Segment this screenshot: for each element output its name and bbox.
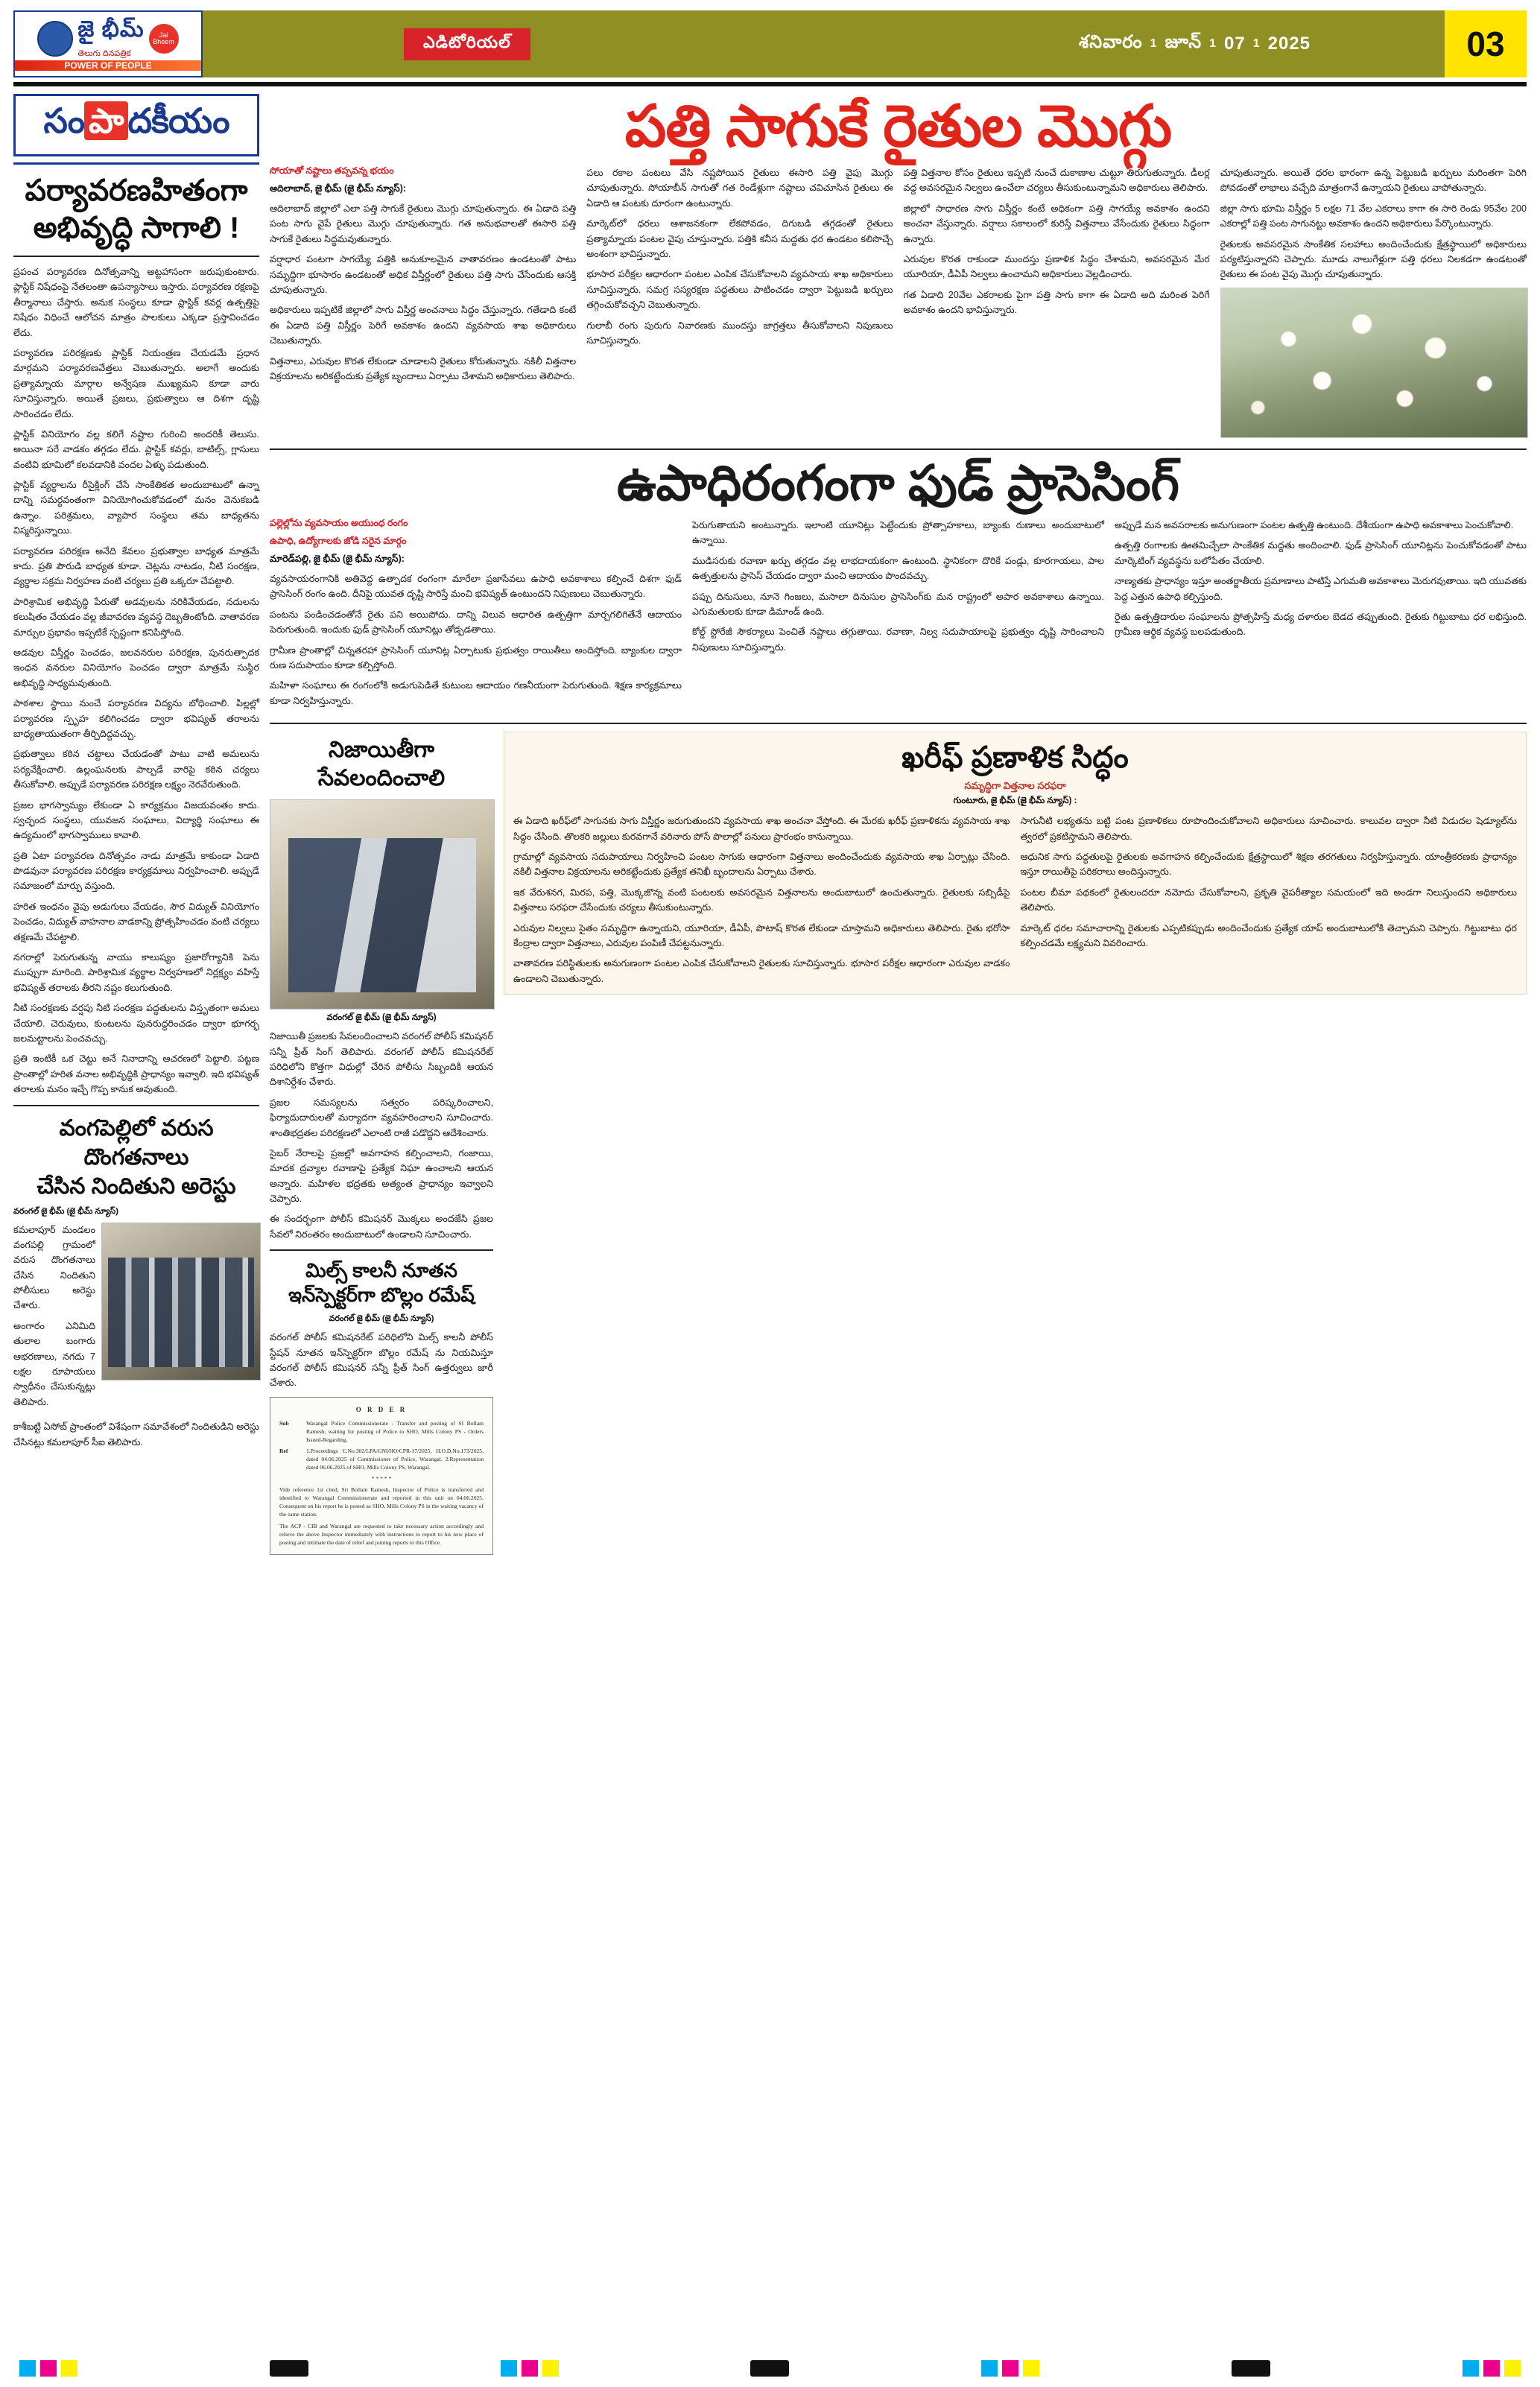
cyan-swatch [501, 2360, 517, 2377]
editorial-paragraph: అడవుల విస్తీర్ణం పెంచడం, జలవనరుల పరిరక్షణ, పునరుత్పాదక ఇంధన వనరుల వినియోగం పెంచడం ద్వారా మాత్రమే సుస్థిర అభివృద్ధి సాధ్యమవుతుంది. [13, 647, 259, 688]
arrest-headline-line2: చేసిన నిందితుని అరెస్టు [37, 1173, 236, 1199]
cmyk-swatches-left [19, 2360, 77, 2377]
lead-byline: ఆదిలాబాద్, జై భీమ్ (జై భీమ్ న్యూస్): [270, 183, 407, 194]
cmyk-swatches-mid [501, 2360, 559, 2377]
food-paragraph: వ్యవసాయరంగానికి అతివెద్ద ఉత్పాదక రంగంగా మారేలా ప్రజాసేవలు ఉపాధి అవకాశాలు కల్పించే దిశగా ఫుడ్ ప్రాసెసింగ్ రంగం ఉంది. దీనిపై యువత దృష్టి సారిస్తే మంచి భవిష్యత్ ఉంటుందని నిపుణులు చెబుతున్నారు. [270, 574, 682, 600]
editorial-brand-highlight: పా [84, 101, 127, 140]
lead-paragraph: పలు రకాల పంటలు వేసి నష్టపోయిన రైతులు ఈసారి పత్తి వైపు మొగ్గు చూపుతున్నారు. సోయాబీన్ సాగుతో గత రెండేళ్లుగా నష్టాలు చవిచూసిన రైతులు ఈ ఏడాది ఆ పంటకు దూరంగా ఉంటున్నారు. [586, 168, 893, 209]
food-paragraph: ముడిసరుకు రవాణా ఖర్చు తగ్గడం వల్ల లాభదాయకంగా ఉంటుంది. స్థానికంగా దొరికే పండ్లు, కూరగాయలు, పాల ఉత్పత్తులను ప్రాసెస్ చేయడం ద్వారా మంచి ఆదాయం పొందవచ్చు. [692, 555, 1104, 582]
yellow-swatch [61, 2360, 77, 2377]
editorial-paragraph: ప్రతి ఇంటికీ ఒక చెట్టు అనే నినాదాన్ని ఆచరణలో పెట్టాలి. పట్టణ ప్రాంతాల్లో హరిత వనాల అభివృద్ధికి ప్రాధాన్యం ఇవ్వాలి. ఇది భవిష్యత్ తరాలకు మనం ఇచ్చే గొప్ప కానుక అవుతుంది. [13, 1053, 259, 1095]
food-byline: మారెడ్‌పల్లి, జై భీమ్ (జై భీమ్ న్యూస్): [270, 554, 405, 565]
food-paragraph: కోల్డ్ స్టోరేజీ సౌకర్యాలు పెంచితే నష్టాలు తగ్గుతాయి. రవాణా, నిల్వ సదుపాయాలపై ప్రభుత్వం దృష్టి సారించాలని నిపుణులు సూచిస్తున్నారు. [692, 627, 1104, 653]
honest-paragraph: ఈ సందర్భంగా పోలీస్ కమిషనర్ మొక్కలు అందజేసి ప్రజల సేవలో నిరంతరం అందుబాటులో ఉండాలని సూచించారు. [270, 1214, 493, 1240]
editorial-paragraph: ప్లాస్టిక్ వినియోగం వల్ల కలిగే నష్టాల గురించి అందరికీ తెలుసు. అయినా సరే వాడకం తగ్గడం లేదు. ప్లాస్టిక్ కవర్లు, బాటిల్స్, గ్లాసులు వంటివి భూమిలో కలవడానికి వందల ఏళ్ళు పడుతుంది. [13, 428, 259, 470]
masthead-rule [13, 82, 1527, 86]
cyan-swatch [981, 2360, 998, 2377]
editorial-body [13, 264, 259, 1097]
logo-title: జై భీమ్ [77, 17, 145, 42]
page-number: 03 [1445, 10, 1527, 77]
yellow-swatch [542, 2360, 559, 2377]
kharif-byline: గుంటూరు, జై భీమ్ (జై భీమ్ న్యూస్) : [953, 796, 1077, 806]
order-title: O R D E R [355, 1405, 408, 1413]
arrest-headline [13, 1114, 259, 1201]
lead-headline: పత్తి సాగుకే రైతుల మొగ్గు [624, 93, 1172, 159]
newspaper-page [0, 10, 1540, 2387]
food-paragraph: పంటను పండించడంతోనే రైతు పని అయిపోదు. దాన్ని విలువ ఆధారిత ఉత్పత్తిగా మార్చగలిగితేనే ఆదాయం పెరుగుతుంది. ఇందుకు ఫుడ్ ప్రాసెసింగ్ యూనిట్లు తోడ్పడతాయి. [270, 609, 682, 635]
editorial-paragraph: నగరాల్లో పెరుగుతున్న వాయు కాలుష్యం ప్రజారోగ్యానికి పెను ముప్పుగా మారింది. పారిశ్రామిక వ్యర్థాల నిర్వహణలో నిర్లక్ష్యం వహిస్తే భవిష్యత్ తరాలకు తీరని నష్టం కలుగుతుంది. [13, 952, 259, 993]
lead-paragraph: అధికారులు ఇప్పటికే జిల్లాలో సాగు విస్తీర్ణ అంచనాలు సిద్ధం చేస్తున్నారు. గతేడాది కంటే ఈ ఏడాది పత్తి విస్తీర్ణం పెరిగే అవకాశం ఉందని వ్యవసాయ శాఖ అధికారులు చెబుతున్నారు. [270, 305, 577, 346]
kharif-paragraph: ఈ ఏడాది ఖరీఫ్‌లో సాగునకు సాగు విస్తీర్ణం జరుగుతుందని వ్యవసాయ శాఖ అంచనా వేస్తోంది. ఈ మేరకు ఖరీఫ్ ప్రణాళికను వ్యవసాయ శాఖ సిద్ధం చేసింది. తొలకరి జల్లులు కురవగానే వరినారు పోసే పొలాల్లో పనులు ప్రారంభం కానున్నాయి. [513, 816, 1010, 842]
logo-strapline: POWER OF PEOPLE [15, 60, 201, 71]
editorial-paragraph: నీటి సంరక్షణకు వర్షపు నీటి సంరక్షణ పద్ధతులను విస్తృతంగా అమలు చేయాలి. చెరువులు, కుంటలను పునరుద్ధరించడం ద్వారా భూగర్భ జలమట్టాలను పెంచవచ్చు. [13, 1003, 259, 1044]
order-document [270, 1397, 493, 1555]
cyan-swatch [19, 2360, 36, 2377]
main-column [270, 94, 1527, 1555]
yellow-swatch [1023, 2360, 1039, 2377]
lead-paragraph: విత్తనాలు, ఎరువుల కొరత లేకుండా చూడాలని రైతులు కోరుతున్నారు. నకిలీ విత్తనాల విక్రయాలను అరికట్టేందుకు ప్రత్యేక బృందాలు ఏర్పాటు చేశామని అధికారులు తెలిపారు. [270, 355, 577, 381]
print-registration-bar [0, 2356, 1540, 2381]
order-sub-text: Warangal Police Commissionerate - Transfer and posting of SI Bollam Ramesh, waiting for posting of Police to SHO, Mills Colony PS - Orders Issued-Regarding. [306, 1419, 484, 1443]
honest-headline: నిజాయితీగా సేవలందించాలి [317, 738, 446, 790]
editorial-brand-part1: సం [43, 101, 85, 140]
kharif-paragraph: ఎరువుల నిల్వలు సైతం సమృద్ధిగా ఉన్నాయని, యూరియా, డీఏపీ, పొటాష్ కొరత లేకుండా చూస్తామని అధికారులు తెలిపారు. రైతు భరోసా కేంద్రాల ద్వారా విత్తనాలు, ఎరువుల పంపిణీ చేపట్టనున్నారు. [513, 922, 1010, 948]
cmyk-swatches-end [1463, 2360, 1521, 2377]
editorial-paragraph: ప్రజల భాగస్వామ్యం లేకుండా ఏ కార్యక్రమం విజయవంతం కాదు. స్వచ్ఛంద సంస్థలు, యువజన సంఘాలు, విద్యార్థి సంఘాలు ఈ ఉద్యమంలో భాగస్వాములు కావాలి. [13, 799, 259, 841]
food-paragraph: పప్పు దినుసులు, నూనె గింజలు, మసాలా దినుసుల ప్రాసెసింగ్‌కు మన రాష్ట్రంలో అపార అవకాశాలు ఉన్నాయి. ఎగుమతులకు కూడా డిమాండ్ ఉంది. [692, 591, 1104, 617]
order-sub-label: Sub [279, 1419, 289, 1427]
lead-paragraph: జిల్లా సాగు భూమి విస్తీర్ణం 5 లక్షల 71 వేల ఎకరాలు కాగా ఈ సారి రెండు 95వేల 200 ఎకరాల్లో పత్తి పంట సాగునట్టు అవకాశం ఉందని అధికారులు పేర్కొంటున్నారు. [1220, 203, 1527, 229]
arrest-paragraph: కాశీబట్టి ఏసోబ్ ప్రాంతంలో విశేషంగా సమావేశంలో నిందితుడిని అరెస్టు చేసినట్లు కమలాపూర్ సీఐ తెలిపారు. [13, 1421, 259, 1448]
food-paragraph: అప్పుడే మన అవసరాలకు అనుగుణంగా పంటల ఉత్పత్తి ఉంటుంది. దేశీయంగా ఉపాధి అవకాశాలు పెంచుకోవాలి. [1115, 520, 1514, 531]
food-paragraph: మహిళా సంఘాలు ఈ రంగంలోకి అడుగుపెడితే కుటుంబ ఆదాయం గణనీయంగా పెరుగుతుంది. శిక్షణ కార్యక్రమాలు కూడా నిర్వహిస్తున్నారు. [270, 680, 682, 706]
lead-kicker: సోయాతో నష్టాలు తప్పవన్న భయం [270, 165, 394, 176]
lead-col-3 [904, 165, 1210, 438]
lead-story [270, 165, 1527, 438]
lead-paragraph: రైతులకు అవసరమైన సాంకేతిక సలహాలు అందించేందుకు క్షేత్రస్థాయిలో అధికారులు పర్యటిస్తున్నారని చెప్పారు. మూడు నాలుగేళ్లుగా పత్తి ధరలు నిలకడగా ఉండటంతో రైతులు ఈ పంట వైపు మొగ్గు చూపుతున్నారు. [1220, 238, 1527, 280]
food-paragraph: గ్రామీణ ప్రాంతాల్లో చిన్నతరహా ప్రాసెసింగ్ యూనిట్ల ఏర్పాటుకు ప్రభుత్వం రాయితీలు అందిస్తోంది. బ్యాంకుల ద్వారా రుణ సదుపాయం కూడా కల్పిస్తోంది. [270, 644, 682, 671]
date-separator-2: 1 [1209, 37, 1217, 50]
food-col-1 [270, 518, 682, 714]
logo-subtitle: తెలుగు దినపత్రిక [77, 49, 131, 58]
food-paragraph: పెరుగుతాయని అంటున్నారు. ఇలాంటి యూనిట్లు పెట్టేందుకు ప్రోత్సాహకాలు, బ్యాంకు రుణాలు అందుబాటులో ఉన్నాయి. [692, 520, 1104, 546]
food-headline: ఉపాధిరంగంగా ఫుడ్ ప్రాసెసింగ్ [616, 454, 1180, 510]
mills-headline-line1: మిల్స్ కాలనీ నూతన [305, 1259, 457, 1282]
black-bar-3 [1232, 2360, 1270, 2377]
food-paragraph: రైతు ఉత్పత్తిదారుల సంఘాలను ప్రోత్సహిస్తే మధ్య దళారుల బెడద తప్పుతుంది. రైతుకు గిట్టుబాటు ధర లభిస్తుంది. గ్రామీణ ఆర్థిక వ్యవస్థ బలపడుతుంది. [1115, 611, 1527, 638]
black-bar-1 [270, 2360, 308, 2377]
masthead-date [1079, 32, 1311, 57]
kharif-paragraph: ఆధునిక సాగు పద్ధతులపై రైతులకు అవగాహన కల్పించేందుకు క్షేత్రస్థాయిలో శిక్షణ తరగతులు నిర్వహిస్తున్నారు. యాంత్రీకరణకు ప్రాధాన్యం ఇస్తూ రాయితీపై పరికరాలు అందిస్తున్నారు. [1020, 851, 1517, 878]
arrest-paragraph: కమలాపూర్ మండలం వంగపల్లి గ్రామంలో వరుస దొంగతనాలు చేసిన నిందితుని పోలీసులు అరెస్టు చేశారు. [13, 1224, 95, 1311]
date-separator-3: 1 [1252, 37, 1261, 50]
logo-badge: Jai Bheem [149, 24, 179, 54]
kharif-subtitle: సమృద్ధిగా విత్తనాల సరఫరా [964, 780, 1066, 792]
honest-paragraph: నిజాయితీ ప్రజలకు సేవలందించాలని వరంగల్ పోలీస్ కమిషనర్ సన్నీ ప్రీత్ సింగ్ తెలిపారు. వరంగల్ పోలీస్ కమిషనరేట్ పరిధిలోని కొత్తగా విధుల్లో చేరిన పోలీసు సిబ్బందికి ఆయన దిశానిర్దేశం చేశారు. [270, 1031, 493, 1088]
food-kicker-2: ఉపాధి, ఉద్యోగాలకు జోడి సరైన మార్గం [270, 536, 407, 547]
date-year: 2025 [1267, 34, 1311, 54]
kharif-headline: ఖరీఫ్ ప్రణాళిక సిద్ధం [901, 741, 1129, 775]
order-stars: * * * * * [371, 1474, 392, 1482]
lead-paragraph: ఎరువుల కొరత రాకుండా ముందస్తు ప్రణాళిక సిద్ధం చేశామని, అవసరమైన మేర యూరియా, డీఏపీ నిల్వలు ఉంచామని అధికారులు వెల్లడించారు. [903, 253, 1210, 280]
food-col-2 [692, 518, 1104, 714]
food-paragraph: నాణ్యతకు ప్రాధాన్యం ఇస్తూ అంతర్జాతీయ ప్రమాణాలు పాటిస్తే ఎగుమతి అవకాశాలు మెరుగవుతాయి. ఇది యువతకు పెద్ద ఎత్తున ఉపాధి కల్పిస్తుంది. [1115, 576, 1527, 602]
lead-paragraph: వర్షాధార పంటగా సాగయ్యే పత్తికి అనుకూలమైన వాతావరణం ఉండటంతో పాటు సమృద్ధిగా భూసారం ఉండటంతో అధిక విస్తీర్ణంలో రైతులు పత్తి సాగు చేసేందుకు ఆసక్తి చూపుతున్నారు. [270, 254, 577, 295]
mills-byline: వరంగల్ జై భీమ్ (జై భీమ్ న్యూస్) [329, 1314, 434, 1324]
mills-paragraph: వరంగల్ పోలీస్ కమిషనరేట్ పరిధిలోని మిల్స్ కాలనీ పోలీస్ స్టేషన్ నూతన ఇన్‌స్పెక్టర్‌గా బొల్లం రమేష్ ను నియమిస్తూ వరంగల్ పోలీస్ కమిషనర్ సన్నీ ప్రీత్ సింగ్ ఉత్తర్వులు జారీ చేశారు. [270, 1332, 493, 1389]
black-bar-2 [750, 2360, 789, 2377]
editorial-paragraph: పారిశ్రామిక అభివృద్ధి పేరుతో అడవులను నరికివేయడం, నదులను కలుషితం చేయడం వల్ల జీవావరణ వ్యవస్థ దెబ్బతింటోంది. వాతావరణ మార్పుల ప్రభావం ఇప్పటికే స్పష్టంగా కనిపిస్తోంది. [13, 596, 259, 638]
editorial-paragraph: ప్రభుత్వాలు కఠిన చట్టాలు చేయడంతో పాటు వాటి అమలును పర్యవేక్షించాలి. ఉల్లంఘనలకు పాల్పడే వారిపై కఠిన చర్యలు తీసుకోవాలి. అప్పుడే పర్యావరణ పరిరక్షణ లక్ష్యం నెరవేరుతుంది. [13, 749, 259, 790]
order-ref-label: Ref [279, 1447, 288, 1454]
editorial-masthead [13, 94, 259, 156]
arrest-photo [101, 1223, 261, 1380]
arrest-byline: వరంగల్ జై భీమ్ (జై భీమ్ న్యూస్) [13, 1206, 118, 1216]
date-day-number: 07 [1224, 34, 1246, 54]
magenta-swatch [522, 2360, 538, 2377]
kharif-story [504, 732, 1527, 1555]
lead-paragraph: పత్తి విత్తనాల కోసం రైతులు ఇప్పటి నుంచే దుకాణాల చుట్టూ తిరుగుతున్నారు. డీలర్ల వద్ద అవసరమైన నిల్వలు ఉంచేలా చర్యలు తీసుకుంటున్నామని అధికారులు తెలిపారు. [903, 168, 1210, 194]
portrait-icon [37, 21, 73, 57]
kharif-body [513, 814, 1517, 986]
cyan-swatch [1463, 2360, 1479, 2377]
lead-col-4 [1220, 165, 1527, 438]
magenta-swatch [40, 2360, 57, 2377]
lead-paragraph: గత ఏడాది 20వేల ఎకరాలకు పైగా పత్తి సాగు కాగా ఈ ఏడాది అది మరింత పెరిగే అవకాశం ఉందని భావిస్తున్నారు. [903, 289, 1210, 316]
lead-paragraph: గులాబీ రంగు పురుగు నివారణకు ముందస్తు జాగ్రత్తలు తీసుకోవాలని నిపుణులు సూచిస్తున్నారు. [586, 320, 893, 346]
mills-headline-line2: ఇన్‌స్పెక్టర్‌గా బొల్లం రమేష్ [288, 1283, 475, 1306]
arrest-headline-line1: వంగపెల్లిలో వరుస దొంగతనాలు [59, 1115, 214, 1170]
editorial-paragraph: పర్యావరణ పరిరక్షణకు ప్లాస్టిక్ నియంత్రణ చేయడమే ప్రధాన మార్గమని పర్యావరణవేత్తలు చెబుతున్నారు. అలాగే అందుకు ప్రత్యామ్నాయ మార్గాల అన్వేషణ ముఖ్యమని కూడా వారు సూచిస్తున్నారు. అయితే ప్రజలు, ప్రభుత్వాలు ఆ దిశగా దృష్టి సారించడం లేదు. [13, 347, 259, 419]
honest-service-story [270, 732, 493, 1555]
edition-tag: ఎడిటోరియల్ [404, 28, 530, 60]
food-story [270, 518, 1527, 714]
lead-paragraph: మార్కెట్‌లో ధరలు ఆశాజనకంగా లేకపోవడం, దిగుబడి తగ్గడంతో రైతులు ప్రత్యామ్నాయ పంటల వైపు చూస్తున్నారు. పత్తికి కనీస మద్దతు ధర ఉండటం కలిసొచ్చే అంశంగా భావిస్తున్నారు. [586, 218, 893, 259]
order-body-2: The ACP - CIB and Warangal are requested to take necessary action accordingly and relieve the above Inspector immediately with instructions to report to his new place of posting and intimate the date of relief and joining reports to this Office. [279, 1522, 484, 1546]
lead-paragraph: చూపుతున్నారు. అయితే ధరల భారంగా ఉన్న పెట్టుబడి ఖర్చులు మరింతగా పెరిగి పోవడంతో లాభాలు వచ్చేది మాత్రంగానే ఉన్నాయని రైతులు వాపోతున్నారు. [1220, 168, 1527, 194]
honest-paragraph: సైబర్ నేరాలపై ప్రజల్లో అవగాహన కల్పించాలని, గంజాయి, మాదక ద్రవ్యాల రవాణాపై ప్రత్యేక నిఘా ఉంచాలని ఆయన అన్నారు. మహిళల భద్రతకు అత్యంత ప్రాధాన్యం ఇవ్వాలని చెప్పారు. [270, 1147, 493, 1205]
kharif-paragraph: గ్రామాల్లో వ్యవసాయ సదుపాయాలు నిర్వహించి పంటల సాగుకు ఆధారంగా విత్తనాలు అందించేందుకు వ్యవసాయ శాఖ ఏర్పాట్లు చేసింది. నకిలీ విత్తనాల విక్రయాలను అరికట్టేందుకు ప్రత్యేక తనిఖీ బృందాలను ఏర్పాటు చేశారు. [513, 851, 1010, 878]
editorial-paragraph: ప్లాస్టిక్ వ్యర్థాలను రీసైక్లింగ్ చేసే సాంకేతికత అందుబాటులో ఉన్నా దాన్ని సమర్థవంతంగా వినియోగించుకోవడంలో మనం వెనుకబడి ఉన్నాం. పరిశ్రమలు, వ్యాపార సంస్థలు తమ బాధ్యతను విస్మరిస్తున్నాయి. [13, 480, 259, 536]
yellow-swatch [1504, 2360, 1521, 2377]
kharif-paragraph: సాగునీటి లభ్యతను బట్టి పంట ప్రణాళికలు రూపొందించుకోవాలని అధికారులు సూచించారు. కాలువల ద్వారా నీటి విడుదల షెడ్యూల్‌ను త్వరలో ప్రకటిస్తామని తెలిపారు. [1020, 816, 1517, 842]
cmyk-swatches-right [981, 2360, 1039, 2377]
magenta-swatch [1002, 2360, 1018, 2377]
order-ref-text: 1.Proceedings C.No.302/LPA/GNI/HO/CPR-17/2025, H.O.D.No.173/2025, dated 04.06.2025 of Commissioner of Police, Warangal. 2.Representation dated 06.06.2025 of SHO, Mills Colony PS, Warangal. [306, 1447, 484, 1471]
date-month: జూన్ [1164, 31, 1202, 52]
editorial-paragraph: పాఠశాల స్థాయి నుంచే పర్యావరణ విద్యను బోధించాలి. పిల్లల్లో పర్యావరణ స్పృహ కలిగించడం ద్వారా భవిష్యత్ తరాలను బాధ్యతాయుతంగా తీర్చిదిద్దవచ్చు. [13, 698, 259, 739]
magenta-swatch [1483, 2360, 1500, 2377]
masthead [13, 10, 1527, 77]
editorial-paragraph: హరిత ఇంధనం వైపు అడుగులు వేయడం, సౌర విద్యుత్ వినియోగం పెంచడం, విద్యుత్ వాహనాల వాడకాన్ని ప్రోత్సహించడం వంటి చర్యలు తక్షణమే చేపట్టాలి. [13, 901, 259, 942]
lead-col-2 [586, 165, 893, 438]
publication-logo [13, 10, 203, 77]
food-col-3 [1115, 518, 1527, 714]
editorial-paragraph: ప్రపంచ పర్యావరణ దినోత్సవాన్ని అట్టహాసంగా జరుపుకుంటారు. ప్లాస్టిక్ నిషేధంపై నేతలంతా ఉపన్యాసాలు ఇస్తారు. పర్యావరణ రక్షణపై తీర్మానాలు చేస్తారు. అనుక సంస్థలు కూడా ప్లాస్టిక్ కవర్ల ఉత్పత్తిపై నిషేధం విధించే ఆలోచన మాత్రం పాలకులు ఎక్కడా ప్రస్తావించడం లేదు. [13, 267, 259, 338]
bottom-stories [270, 732, 1527, 1555]
kharif-paragraph: ఇక వేరుశనగ, మిరప, పత్తి, మొక్కజొన్న వంటి పంటలకు అవసరమైన విత్తనాలను అందుబాటులో ఉంచుతున్నారు. రైతులకు సబ్సిడీపై విత్తనాలు సరఫరా చేసేందుకు చర్యలు తీసుకుంటున్నారు. [513, 887, 1010, 913]
food-paragraph: ఉత్పత్తి రంగాలకు ఊతమిచ్చేలా సాంకేతిక మద్దతు అందించాలి. ఫుడ్ ప్రాసెసింగ్ యూనిట్లను పెంచుకోవడంతో పాటు మార్కెటింగ్ వ్యవస్థను బలోపేతం చేయాలి. [1115, 540, 1527, 566]
lead-paragraph: జిల్లాలో సాధారణ సాగు విస్తీర్ణం కంటే అధికంగా పత్తి సాగయ్యే అవకాశం ఉందని అంచనా వేస్తున్నారు. వర్షాలు సకాలంలో కురిస్తే విత్తనాలు వేసేందుకు రైతులు సిద్ధంగా ఉన్నారు. [903, 203, 1210, 244]
date-separator-1: 1 [1150, 37, 1158, 50]
editorial-headline: పర్యావరణహితంగా అభివృద్ధి సాగాలి ! [25, 174, 248, 244]
police-commissioner-photo [270, 799, 495, 1009]
lead-col-1 [270, 165, 576, 438]
masthead-bar [203, 10, 1445, 77]
date-day: శనివారం [1079, 31, 1143, 52]
editorial-brand-part2: దకీయం [127, 101, 229, 140]
order-body-1: Vide reference 1st cited, Sri Bollam Ramesh, Inspector of Police is transferred and identified to Warangal Commissionerate and reported in this unit on 04.06.2025. Consequent on his report he is posted as SHO, Mills Colony PS in the waiting vacancy of the same station. [279, 1486, 484, 1518]
cotton-field-photo [1220, 288, 1528, 438]
editorial-column [13, 94, 259, 1555]
arrest-paragraph: అంగారం ఎనిమిది తులాల బంగారు ఆభరణాలు, నగదు 7 లక్షల రూపాయలు స్వాధీనం చేసుకున్నట్లు తెలిపారు. [13, 1320, 95, 1407]
kharif-paragraph: పంటల బీమా పథకంలో రైతులందరూ నమోదు చేసుకోవాలని, ప్రకృతి వైపరీత్యాల సమయంలో ఇది అండగా నిలుస్తుందని అధికారులు తెలిపారు. [1020, 887, 1517, 913]
editorial-paragraph: ప్రతి ఏటా పర్యావరణ దినోత్సవం నాడు మాత్రమే కాకుండా ఏడాది పొడవునా పర్యావరణ పరిరక్షణ కార్యక్రమాలు నిర్వహించాలి. అప్పుడే సమాజంలో మార్పు వస్తుంది. [13, 850, 259, 892]
food-kicker-1: పల్లెల్లోను వ్యవసాయం అయుంధ రంగం [270, 518, 408, 529]
kharif-paragraph: మార్కెట్ ధరల సమాచారాన్ని రైతులకు ఎప్పటికప్పుడు అందించేందుకు ప్రత్యేక యాప్ అందుబాటులోకి తెచ్చామని చెప్పారు. గిట్టుబాటు ధర కల్పించడమే లక్ష్యమని వివరించారు. [1020, 922, 1517, 948]
editorial-paragraph: పర్యావరణ పరిరక్షణ అనేది కేవలం ప్రభుత్వాల బాధ్యత మాత్రమే కాదు. ప్రతి పౌరుడి బాధ్యత కూడా. చెట్లను నాటడం, నీటి సంరక్షణ, వ్యర్థాల సక్రమ నిర్వహణ వంటి చర్యలు ప్రతి ఒక్కరూ చేపట్టాలి. [13, 545, 259, 587]
mills-headline [270, 1258, 493, 1307]
honest-caption: వరంగల్ జై భీమ్ (జై భీమ్ న్యూస్) [326, 1013, 437, 1023]
lead-paragraph: ఆదిలాబాద్ జిల్లాలో ఎలా పత్తి సాగుకే రైతులు మొగ్గు చూపుతున్నారు. ఈ ఏడాది పత్తి పంట సాగు వైపే రైతులు మొగ్గు చూపుతున్నారు. గత అనుభవాలతో ఈసారి పత్తి సాగుకే రైతులు సిద్ధమవుతున్నారు. [270, 203, 577, 244]
lead-paragraph: భూసార పరీక్షల ఆధారంగా పంటల ఎంపిక చేసుకోవాలని వ్యవసాయ శాఖ అధికారులు సూచిస్తున్నారు. సమగ్ర సస్యరక్షణ పద్ధతులు పాటించడం ద్వారా పెట్టుబడి ఖర్చులు తగ్గించుకోవచ్చని చెబుతున్నారు. [586, 269, 893, 311]
page-content [13, 94, 1527, 1555]
honest-paragraph: ప్రజల సమస్యలను సత్వరం పరిష్కరించాలని, ఫిర్యాదుదారులతో మర్యాదగా వ్యవహరించాలని సూచించారు. శాంతిభద్రతల పరిరక్షణలో ఎలాంటి రాజీ పడొద్దని ఆదేశించారు. [270, 1097, 493, 1138]
kharif-paragraph: వాతావరణ పరిస్థితులకు అనుగుణంగా పంటల ఎంపిక చేసుకోవాలని రైతులకు సూచిస్తున్నారు. భూసార పరీక్షల ఆధారంగా ఎరువుల వాడకం ఉండాలని చెబుతున్నారు. [513, 958, 1010, 984]
